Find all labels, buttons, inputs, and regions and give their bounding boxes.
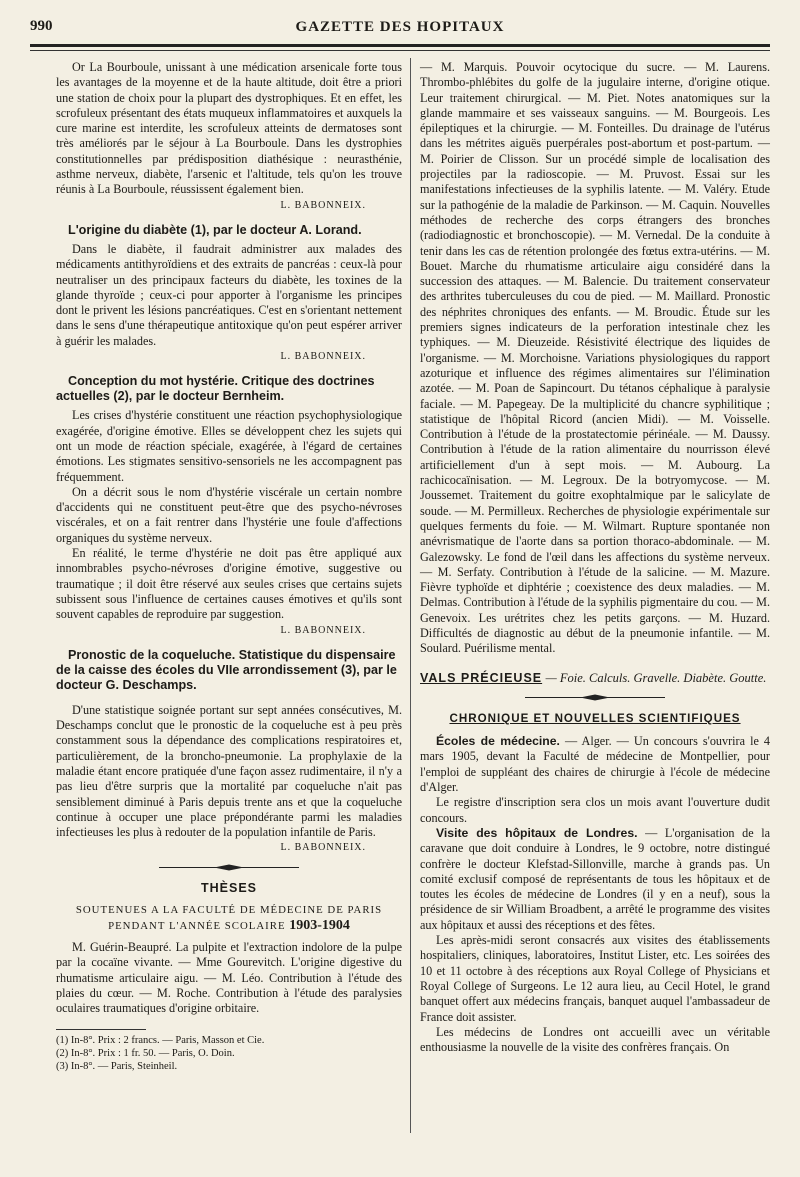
ecoles-paragraph bbox=[420, 734, 770, 795]
ecoles-heading: Écoles de médecine. bbox=[436, 734, 560, 749]
vals-advert bbox=[420, 671, 770, 686]
vals-description: — Foie. Calculs. Gravelle. Diabète. Goutte. bbox=[545, 670, 767, 685]
theses-title: THÈSES bbox=[200, 880, 257, 895]
article-title-coqueluche: Pronostic de la coqueluche. Statistique du dispensaire de la caisse des écoles du VIIe arrondissement (3), par le docteur G. Deschamps. bbox=[56, 647, 397, 692]
vals-title: VALS PRÉCIEUSE bbox=[420, 670, 543, 685]
footnote-1: (1) In-8°. Prix : 2 francs. — Paris, Masson et Cie. bbox=[56, 1034, 265, 1046]
chronique-title: CHRONIQUE ET NOUVELLES SCIENTIFIQUES bbox=[449, 711, 741, 725]
header-rule-thick bbox=[30, 44, 770, 47]
signature: L. BABONNEIX. bbox=[280, 199, 366, 211]
article-title-hysterie: Conception du mot hystérie. Critique des doctrines actuelles (2), par le docteur Bernheim. bbox=[56, 374, 375, 404]
right-column bbox=[420, 60, 770, 1055]
article-title-diabete: L'origine du diabète (1), par le docteur A. Lorand. bbox=[68, 222, 362, 237]
signature: L. BABONNEIX. bbox=[280, 351, 366, 363]
page-number: 990 bbox=[30, 18, 53, 34]
bourboule-paragraph: Or La Bourboule, unissant à une médication arsenicale forte tous les avantages de la moyenne et de la haute altitude, doit être a priori une station de choix pour la plupart des dystrophiques. Et en effet, les scrofuleux présentant des états muqueux inflammatoires et auxquels la cure marine est interdite, les scrofuleux atteints de dermatoses sont très améliorés par le séjour à La Bourboule. Dans les dystrophies constitutionnelles par prédisposition diathésique : neurasthénie, asthme nerveux, diabète, l'arsenic et l'altitude, tels qu'on les trouve réunis à La Bourboule, réussissent également bien. bbox=[56, 60, 402, 197]
visite-heading: Visite des hôpitaux de Londres. bbox=[436, 825, 638, 840]
coqueluche-paragraph: D'une statistique soignée portant sur sept années consécutives, M. Deschamps conclut que le pronostic de la coqueluche est à peu près constamment sous la dépendance des complications respiratoires et, particulièrement, de la broncho-pneumonie. La prophylaxie de la maladie étant encore pratiquée d'une façon assez rudimentaire, il n'y a pas lieu d'être surpris que la mortalité par coqueluche n'ait pas sensiblement diminué à Paris depuis trente ans et que la coqueluche continue à occuper une place prépondérante parmi les maladies infectieuses les plus à redouter de la population infantile de Paris. bbox=[56, 702, 402, 840]
theses-year: 1903-1904 bbox=[289, 918, 350, 934]
theses-continuation: — M. Marquis. Pouvoir ocytocique du sucre. — M. Laurens. Thrombo-phlébites du golfe de la jugulaire interne, d'origine otique. Leur traitement chirurgical. — M. Piet. Notes anatomiques sur la glande mammaire et ses vaisseaux sanguins. — M. Bourgeois. Les épileptiques et la chirurgie. — M. Fonteilles. Du drainage de l'utérus dans les métrites aiguës puerpérales post-abortum et post-partum. — M. Poirier de Clisson. Sur un procédé simple de localisation des projectiles par la radioscopie. — M. Pruvost. Essai sur les manifestations infectieuses de la syphilis latente. — M. Valéry. Etude sur la pathogénie de la maladie de Parkinson. — M. Caquin. Nouvelles méthodes de recherche des corps étrangers des bronches (radiodiagnostic et bronchoscopie). — M. Vernedal. De la conduite à tenir dans les cas de rétention prolongée des fœtus extra-utérins. — M. Bouet. Marche du rhumatisme articulaire aigu considéré dans la succession des attaques. — M. Balencie. Du traitement conservateur des arthrites tuberculeuses du cou de pied. — M. Maillard. Pronostic des néphrites chroniques des enfants. — M. Broudic. Étude sur les premiers signes indicateurs de la perforation intestinale chez les typhiques. — M. Dieuzeide. Résistivité électrique des liquides de l'organisme. — M. Morchoisne. Variations physiologiques du rapport azoturique et influence des régimes alimentaires sur l'élimination azotée. — M. Poan de Sapincourt. Du tétanos céphalique à paralysie faciale. — M. Papegeay. De la multiplicité du chancre syphilitique ; statistique de l'hôpital Ricord (ancien Midi). — M. Voisselle. Contribution à l'étude de la prostatectomie périnéale. — M. Daussy. Contribution à l'étude de la ration alimentaire du nourrisson élevé artificiellement d'un à sept mois. — M. Aubourg. La rachicocaïnisation. — M. Legroux. De la botryomycose. — M. Joussemet. Traitement du goitre exophtalmique par le salicylate de soude. — M. Permilleux. Recherches de physiologie expérimentale sur quelques ferments du foie. — M. Wilmart. Rupture spontanée non anévrismatique de l'aorte dans sa portion thoraco-abdominale. — M. Galezowsky. Le fond de l'œil dans les affections du système nerveux. — M. Serfaty. Contribution à l'étude de la salicine. — M. Mazure. Fièvre typhoïde et diphtérie ; coexistence des deux maladies. — M. Delmas. Contribution à l'étude de la syphilis pigmentaire du cou. — M. Genevoix. Les urétrites chez les petits garçons. — M. Huzard. Difficultés de diagnostic au début de la pneumonie infantile. — M. Soulard. Puérilisme mental. bbox=[420, 60, 770, 656]
footnote-3: (3) In-8°. — Paris, Steinheil. bbox=[56, 1060, 178, 1072]
signature: L. BABONNEIX. bbox=[280, 842, 366, 854]
visite-paragraph-2: Les après-midi seront consacrés aux visites des établissements hospitaliers, cliniques, laboratoires, Institut Lister, etc. Les soirées des 10 et 11 octobre à des réceptions aux Royal College of Physicians et Royal College of Surgeons. Le 12 aura lieu, au Cecil Hotel, le grand banquet offert aux médecins français, banquet auquel l'ambassadeur de France doit assister. bbox=[420, 933, 770, 1024]
signature: L. BABONNEIX. bbox=[280, 624, 366, 636]
theses-paragraph: M. Guérin-Beaupré. La pulpite et l'extraction indolore de la pulpe par la cocaïne vivante. — Mme Gourevitch. L'origine digestive du rhumatisme articulaire aigu. — M. Léo. Contribution à l'étude des plaies du cœur. — M. Roche. Contribution à l'étude des paralysies oculaires traumatiques d'origine orbitaire. bbox=[56, 940, 402, 1016]
hysterie-paragraph-2: On a décrit sous le nom d'hystérie viscérale un certain nombre d'accidents qui ne constituent peut-être que des psycho-névroses viscérales, et on a fait rentrer dans l'hystérie une foule d'affections organiques du système nerveux. bbox=[56, 484, 402, 545]
ecoles-text: — Alger. — Un concours s'ouvrira le 4 mars 1905, devant la Faculté de médecine de Montpellier, pour l'emploi de suppléant des chaires de chirurgie à l'école de médecine d'Alger. bbox=[420, 734, 770, 795]
hysterie-paragraph-1: Les crises d'hystérie constituent une réaction psychophysiologique exagérée, d'origine émotive. Elles se développent chez les sujets qui ont un mode de réaction spéciale, exagérée, à l'égard de certaines émotions. Les stigmates sensitivo-sensoriels ne les accompagnent pas fréquemment. bbox=[56, 408, 402, 484]
visite-paragraph-3: Les médecins de Londres ont accueilli avec un véritable enthousiasme la nouvelle de la visite des confrères français. On bbox=[420, 1024, 770, 1055]
visite-paragraph bbox=[420, 826, 770, 933]
header-rule-thin bbox=[30, 50, 770, 51]
visite-text: — L'organisation de la caravane que doit conduire à Londres, le 9 octobre, notre distingué confrère le docteur Klefstad-Sillonville, marche à grands pas. Un comité exclusif composé de représentants de tous les hôpitaux et de toutes les écoles de médecine de Londres (il y en a neuf), sous la présidence de sir William Broadbent, a arrêté le programme des visites aux hôpitaux et aussi des réceptions et des fêtes. bbox=[420, 825, 771, 932]
left-column bbox=[56, 60, 402, 1073]
theses-subtitle-2 bbox=[56, 918, 402, 934]
column-divider bbox=[410, 58, 411, 1133]
footnote-rule bbox=[56, 1029, 146, 1030]
theses-subtitle-1: SOUTENUES A LA FACULTÉ DE MÉDECINE DE PARIS bbox=[75, 904, 383, 917]
footnotes bbox=[56, 1034, 402, 1073]
ecoles-paragraph-2: Le registre d'inscription sera clos un mois avant l'ouverture dudit concours. bbox=[420, 795, 770, 825]
page-header bbox=[30, 16, 770, 38]
ornament-divider bbox=[159, 864, 299, 871]
footnote-2: (2) In-8°. Prix : 1 fr. 50. — Paris, O. Doin. bbox=[56, 1047, 235, 1059]
theses-subtitle-2-text: PENDANT L'ANNÉE SCOLAIRE bbox=[108, 920, 286, 933]
journal-title: GAZETTE DES HOPITAUX bbox=[295, 19, 505, 35]
hysterie-paragraph-3: En réalité, le terme d'hystérie ne doit pas être appliqué aux innombrables psycho-névroses d'origine émotive, suggestive ou traumatique ; il doit être réservé aux seules crises que certains sujets subissent sous l'influence de certaines causes émotives et qu'ils sont souvent capables de reproduire par suggestion. bbox=[56, 546, 402, 622]
ornament-divider bbox=[525, 694, 665, 701]
diabete-paragraph: Dans le diabète, il faudrait administrer aux malades des médicaments antithyroïdiens et des extraits de pancréas : ceux-là pour neutraliser un des principaux facteurs du diabète, les toxines de la glande thyroïde ; ceux-ci pour apporter à l'organisme les principes dont le privent les lésions pancréatiques. C'est en s'orientant nettement dans le sens d'une thérapeutique antitoxique qu'on peut espérer arriver à guérir les malades. bbox=[56, 241, 402, 348]
